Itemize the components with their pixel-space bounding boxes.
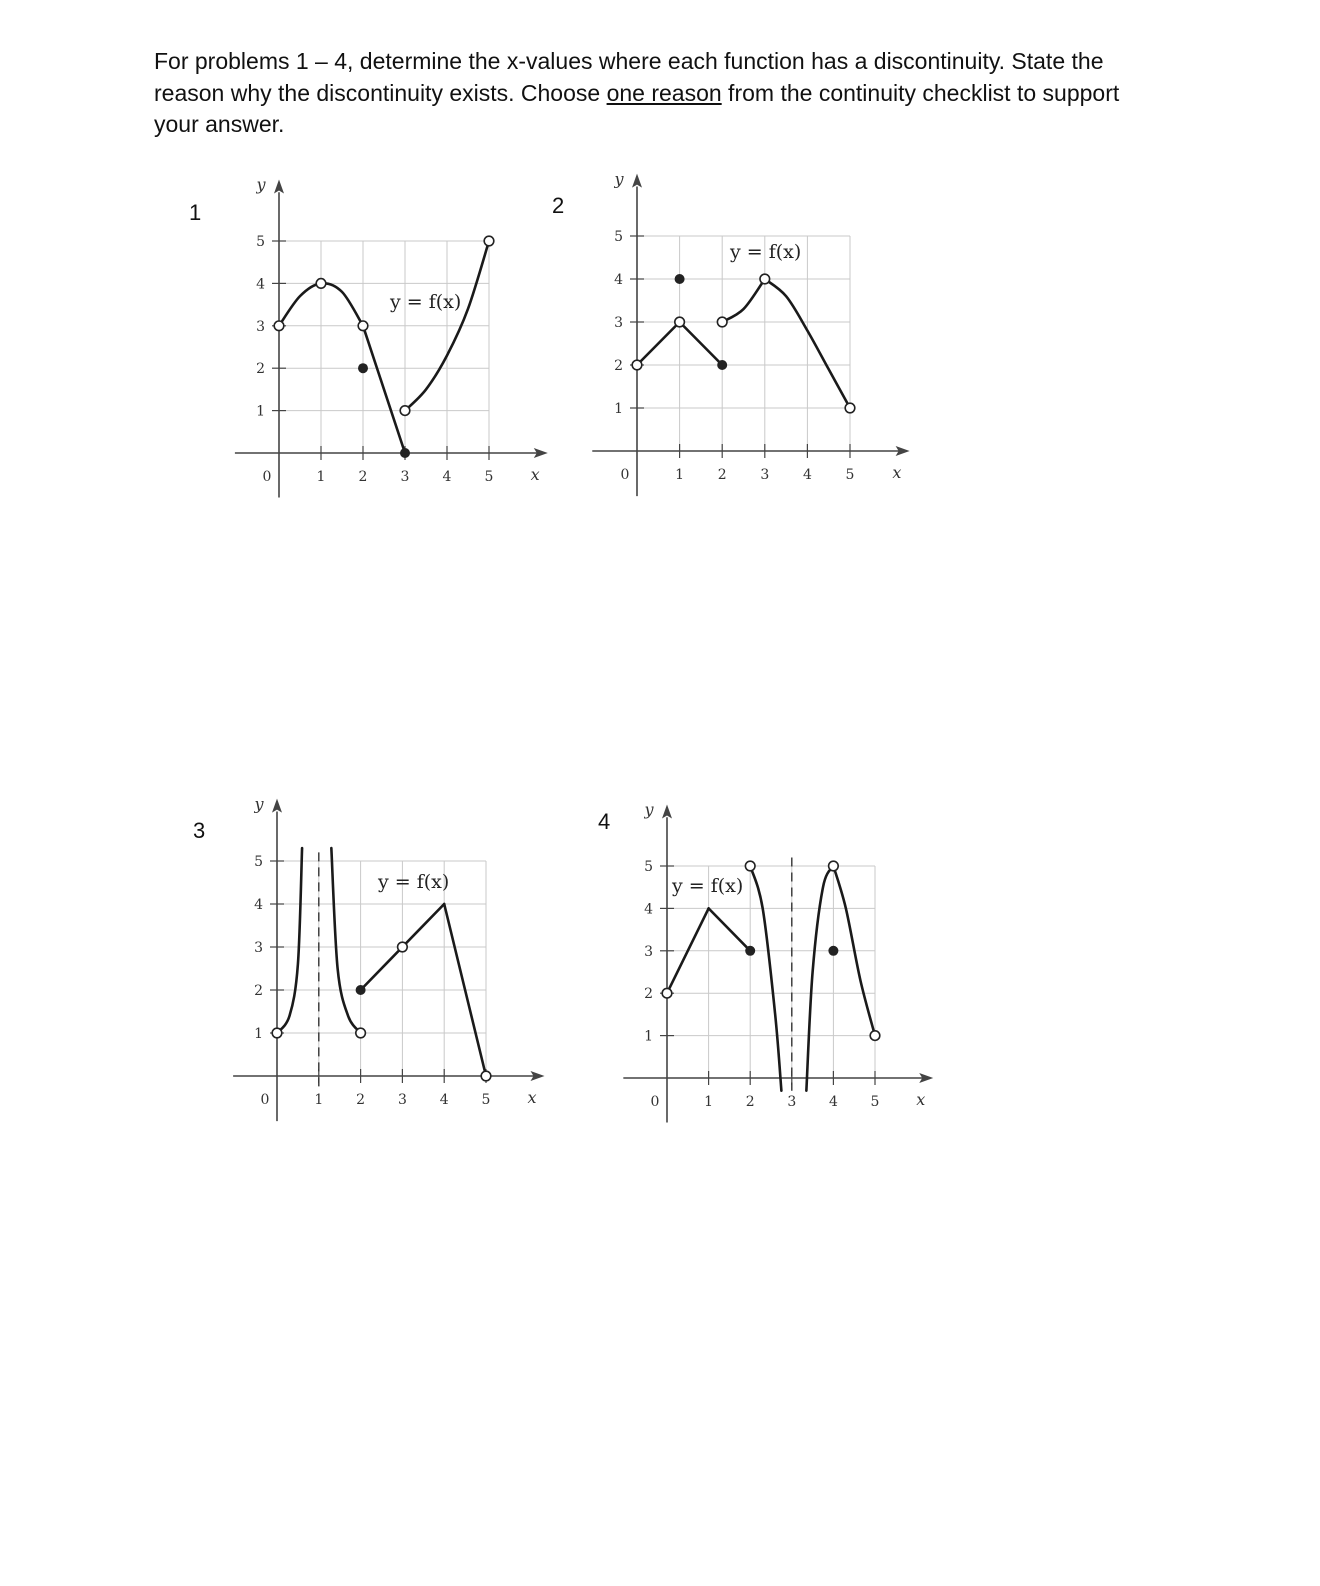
- y-tick-label: 3: [254, 940, 263, 956]
- x-tick-label: 3: [787, 1094, 797, 1110]
- x-axis-label: x: [530, 465, 540, 484]
- closed-point: [745, 946, 755, 956]
- x-tick-label: 3: [397, 1092, 407, 1108]
- y-tick-label: 4: [256, 276, 265, 293]
- x-tick-label: 1: [675, 467, 685, 483]
- y-tick-label: 1: [256, 403, 265, 420]
- function-label: y = f(x): [378, 871, 450, 893]
- y-tick-label: 4: [644, 901, 653, 918]
- y-tick-label: 2: [614, 358, 623, 374]
- y-axis-label: y: [256, 175, 266, 195]
- problem-number-1: 1: [189, 200, 202, 225]
- x-tick-label: 5: [870, 1094, 880, 1110]
- function-label: y = f(x): [390, 291, 462, 313]
- origin-label: 0: [650, 1094, 660, 1110]
- y-tick-label: 2: [644, 986, 653, 1003]
- x-tick-label: 5: [845, 467, 855, 483]
- instructions-part1: For problems 1 – 4, determine the x-values where each function has a discontinuity. State the reason why the discontinuity exists. Choose: [154, 48, 1104, 106]
- y-tick-label: 1: [254, 1026, 263, 1042]
- x-tick-label: 3: [400, 469, 410, 485]
- y-tick-label: 4: [614, 272, 623, 288]
- y-tick-label: 5: [254, 854, 263, 870]
- x-tick-label: 3: [760, 467, 770, 483]
- instructions-underlined: one reason: [606, 79, 722, 106]
- y-axis-label: y: [254, 794, 264, 814]
- x-tick-label: 1: [704, 1094, 714, 1110]
- origin-label: 0: [620, 467, 630, 483]
- open-point: [745, 861, 755, 871]
- y-tick-label: 3: [644, 943, 653, 960]
- x-axis-label: x: [916, 1090, 926, 1109]
- x-tick-label: 5: [481, 1092, 491, 1108]
- x-tick-label: 1: [316, 469, 326, 485]
- y-tick-label: 3: [614, 315, 623, 331]
- x-tick-label: 4: [439, 1092, 449, 1108]
- y-tick-label: 3: [256, 318, 265, 335]
- y-tick-label: 2: [256, 361, 265, 378]
- x-tick-label: 2: [358, 469, 368, 485]
- x-axis-label: x: [527, 1088, 537, 1107]
- origin-label: 0: [260, 1092, 270, 1108]
- x-tick-label: 5: [484, 469, 494, 485]
- y-tick-label: 1: [614, 401, 623, 417]
- y-tick-label: 4: [254, 897, 263, 913]
- problem-number-3: 3: [193, 818, 206, 843]
- open-point: [662, 988, 672, 998]
- function-curve-piece: [750, 866, 781, 1091]
- problem-number-4: 4: [598, 809, 611, 834]
- open-point: [829, 861, 839, 871]
- function-label: y = f(x): [672, 875, 744, 897]
- x-tick-label: 2: [717, 467, 727, 483]
- problem-number-2: 2: [552, 193, 565, 218]
- function-label: y = f(x): [730, 241, 802, 263]
- x-tick-label: 4: [802, 467, 812, 483]
- y-tick-label: 5: [256, 234, 265, 250]
- function-curve-piece: [709, 908, 751, 950]
- function-curve-piece: [806, 866, 833, 1091]
- y-tick-label: 5: [614, 229, 623, 245]
- x-tick-label: 1: [314, 1092, 324, 1108]
- x-tick-label: 4: [442, 469, 452, 485]
- origin-label: 0: [262, 469, 272, 485]
- instructions-part2: from the continuity checklist to support your answer.: [154, 79, 1120, 137]
- y-axis-arrow: [662, 805, 672, 819]
- y-tick-label: 2: [254, 983, 263, 999]
- y-axis-label: y: [644, 800, 654, 820]
- x-axis-label: x: [892, 463, 902, 482]
- x-tick-label: 2: [356, 1092, 366, 1108]
- y-tick-label: 1: [644, 1028, 653, 1045]
- graph-axes: [623, 805, 933, 1123]
- y-tick-label: 5: [644, 859, 653, 875]
- graph-curves: [667, 866, 875, 1091]
- open-point: [870, 1031, 880, 1041]
- x-tick-label: 2: [745, 1094, 755, 1110]
- x-tick-label: 4: [828, 1094, 838, 1110]
- closed-point: [828, 946, 838, 956]
- y-axis-label: y: [614, 169, 624, 189]
